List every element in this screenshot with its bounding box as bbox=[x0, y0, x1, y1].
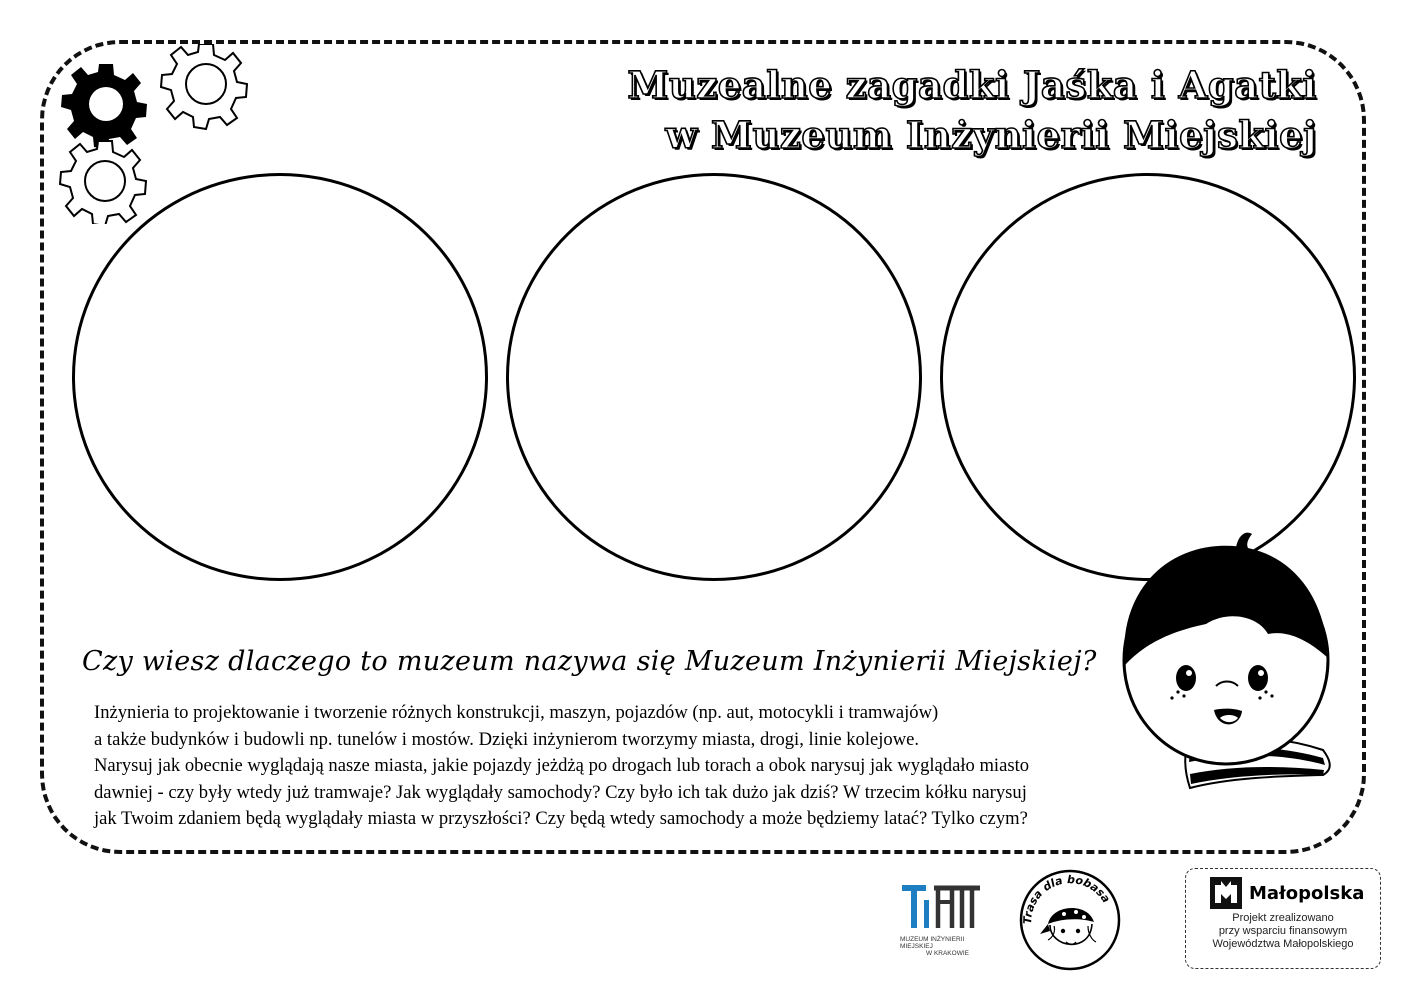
malopolska-mark-icon bbox=[1210, 877, 1242, 909]
text-line: Narysuj jak obecnie wyglądają nasze miasta, jakie pojazdy jeżdżą po drogach lub torach a obok narysuj jak wyglądało miasto bbox=[94, 755, 1030, 776]
mim-caption-line: MUZEUM INŻYNIERII bbox=[900, 936, 965, 943]
drawing-circle-3 bbox=[940, 173, 1356, 581]
mim-logo bbox=[898, 882, 982, 960]
text-line: jak Twoim zdaniem będą wyglądały miasta w przyszłości? Czy będą wtedy samochody a może będziemy latać? Tylko czym? bbox=[94, 808, 1028, 829]
title-line-1: Muzealne zagadki Jaśka i Agatki bbox=[627, 63, 1317, 107]
malopolska-note bbox=[1186, 912, 1380, 951]
text-line: a także budynków i budowli np. tunelów i mostów. Dzięki inżynierom tworzymy miasta, drogi, linie kolejowe. bbox=[94, 728, 920, 750]
malopolska-note-line: Projekt zrealizowano bbox=[1232, 912, 1334, 924]
malopolska-logo bbox=[1185, 868, 1381, 969]
drawing-circle-2 bbox=[506, 173, 922, 581]
text-line: Inżynieria to projektowanie i tworzenie różnych konstrukcji, maszyn, pojazdów (np. aut, motocykli i tramwajów) bbox=[94, 702, 939, 723]
mim-caption-line: MIEJSKIEJ bbox=[900, 943, 933, 950]
malopolska-note-line: przy wsparciu finansowym bbox=[1218, 925, 1348, 937]
page-title bbox=[627, 60, 1317, 160]
trasa-logo-text: Trasa dla bobasa bbox=[1021, 873, 1113, 925]
title-line-2: w Muzeum Inżynierii Miejskiej bbox=[665, 113, 1317, 157]
text-line: dawniej - czy były wtedy już tramwaje? Jak wyglądały samochody? Czy było ich tak dużo jak dziś? W trzecim kółku narysuj bbox=[94, 781, 1027, 803]
instructions-text bbox=[94, 700, 1184, 833]
mim-caption-line: W KRAKOWIE bbox=[926, 950, 969, 957]
drawing-circle-1 bbox=[72, 173, 488, 581]
malopolska-note-line: Województwa Małopolskiego bbox=[1212, 938, 1354, 950]
malopolska-name: Małopolska bbox=[1249, 882, 1365, 904]
mim-logo-icon bbox=[898, 882, 982, 936]
malopolska-brand bbox=[1210, 877, 1364, 909]
trasa-dla-bobasa-logo-icon bbox=[1018, 868, 1122, 972]
question-heading: Czy wiesz dlaczego to muzeum nazywa się Muzeum Inżynierii Miejskiej? bbox=[82, 646, 1097, 677]
